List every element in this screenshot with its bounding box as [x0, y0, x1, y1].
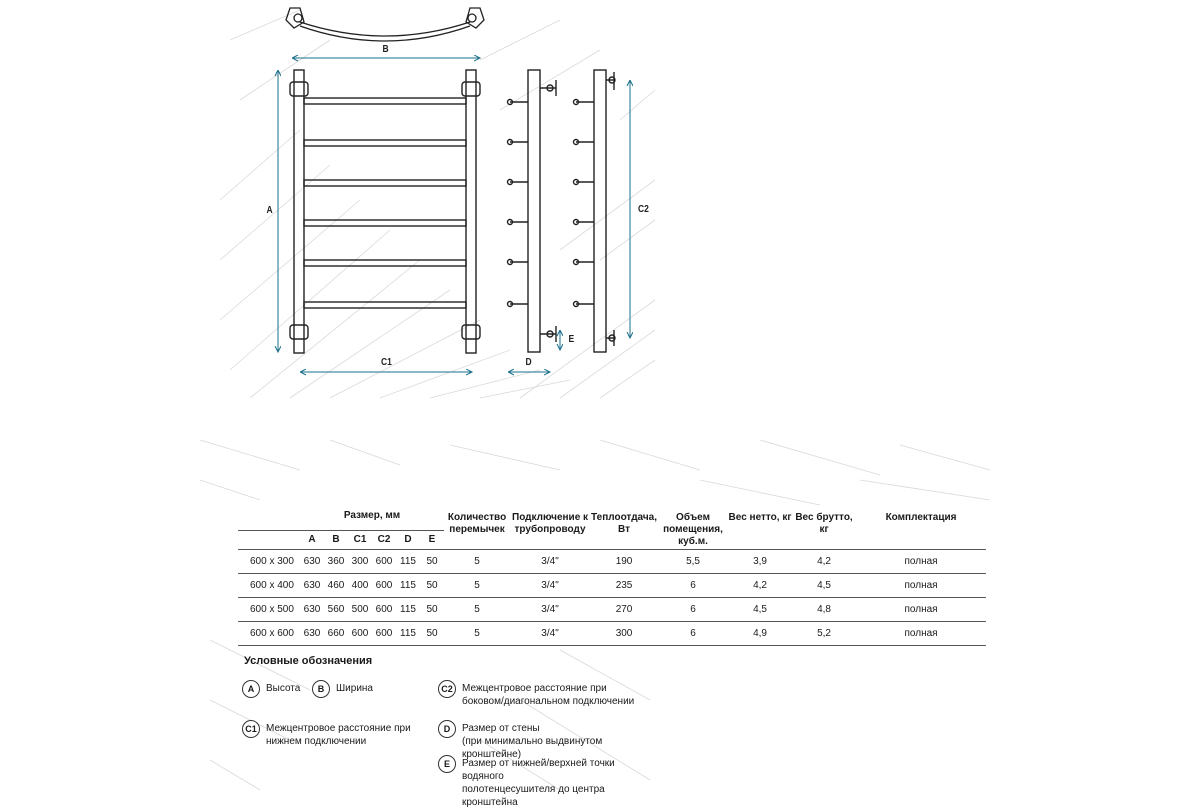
cell-c1: 300: [348, 550, 372, 574]
legend-text: [462, 680, 634, 708]
size-col-b: B: [324, 531, 348, 550]
cell-net: 4,2: [728, 574, 792, 598]
dim-label-c2: C2: [637, 204, 649, 215]
size-col-blank: [238, 531, 300, 550]
cell-gross: 4,2: [792, 550, 856, 574]
cell-kit: полная: [856, 574, 986, 598]
legend-text: Высота: [266, 683, 301, 694]
legend-text-line: Размер от нижней/верхней точки водяного: [462, 758, 615, 782]
header-gross-weight: Вес брутто, кг: [792, 510, 856, 550]
cell-net: 4,9: [728, 622, 792, 646]
cell-heat: 235: [590, 574, 658, 598]
legend-text-line: (при минимально выдвинутом кронштейне): [462, 736, 603, 760]
legend-text: [462, 755, 658, 809]
dim-label-a: A: [266, 205, 273, 216]
cell-size: 600 x 600: [238, 622, 300, 646]
size-col-c1: C1: [348, 531, 372, 550]
legend-badge: C1: [242, 720, 260, 738]
cell-volume: 6: [658, 574, 728, 598]
cell-bridges: 5: [444, 622, 510, 646]
legend-item-c2: [438, 680, 634, 708]
cell-d: 115: [396, 550, 420, 574]
legend-text-line: боковом/диагональном подключении: [462, 696, 635, 707]
top-view: [286, 8, 484, 41]
cell-c2: 600: [372, 622, 396, 646]
cell-size: 600 x 400: [238, 574, 300, 598]
cell-b: 360: [324, 550, 348, 574]
cell-d: 115: [396, 598, 420, 622]
header-kit: Комплектация: [856, 510, 986, 550]
cell-volume: 5,5: [658, 550, 728, 574]
cell-heat: 270: [590, 598, 658, 622]
cell-c2: 600: [372, 598, 396, 622]
legend-badge: E: [438, 755, 456, 773]
legend-text-line: нижнем подключении: [266, 736, 367, 747]
size-group-header: Размер, мм: [300, 510, 444, 531]
cell-gross: 4,5: [792, 574, 856, 598]
dim-label-d: D: [525, 357, 532, 368]
legend-badge: B: [312, 680, 330, 698]
cell-size: 600 x 500: [238, 598, 300, 622]
legend-text-line: Межцентровое расстояние при: [462, 683, 607, 694]
cell-d: 115: [396, 622, 420, 646]
legend-item-c1: [242, 720, 411, 748]
cell-a: 630: [300, 598, 324, 622]
legend-text-line: полотенцесушителя до центра кронштейна: [462, 784, 605, 808]
legend-badge: D: [438, 720, 456, 738]
spec-table: [238, 510, 986, 646]
cell-e: 50: [420, 622, 444, 646]
cell-a: 630: [300, 574, 324, 598]
cell-e: 50: [420, 598, 444, 622]
cell-size: 600 x 300: [238, 550, 300, 574]
cell-bridges: 5: [444, 550, 510, 574]
cell-gross: 5,2: [792, 622, 856, 646]
header-connection: Подключение к трубопроводу: [510, 510, 590, 550]
cell-connection: 3/4": [510, 598, 590, 622]
header-volume: Объем помещения, куб.м.: [658, 510, 728, 550]
cell-d: 115: [396, 574, 420, 598]
cell-bridges: 5: [444, 574, 510, 598]
cell-connection: 3/4": [510, 550, 590, 574]
cell-heat: 190: [590, 550, 658, 574]
header-heat: Теплоотдача, Вт: [590, 510, 658, 550]
legend-title: Условные обозначения: [244, 655, 373, 667]
legend-badge: A: [242, 680, 260, 698]
cell-heat: 300: [590, 622, 658, 646]
cell-kit: полная: [856, 598, 986, 622]
legend-text-line: Размер от стены: [462, 723, 540, 734]
table-row: [238, 550, 986, 574]
legend-text-line: Межцентровое расстояние при: [266, 723, 411, 734]
cell-kit: полная: [856, 622, 986, 646]
front-view: [290, 70, 480, 353]
cell-c1: 400: [348, 574, 372, 598]
size-col-e: E: [420, 531, 444, 550]
legend-item-e: [438, 755, 658, 809]
table-row: [238, 574, 986, 598]
header-net-weight: Вес нетто, кг: [728, 510, 792, 550]
table-corner: [238, 510, 300, 531]
cell-gross: 4,8: [792, 598, 856, 622]
dim-label-e: E: [568, 334, 575, 345]
cell-e: 50: [420, 550, 444, 574]
size-col-c2: C2: [372, 531, 396, 550]
cell-c1: 500: [348, 598, 372, 622]
dim-label-b: B: [382, 44, 389, 55]
legend-text: [266, 720, 411, 748]
cell-connection: 3/4": [510, 622, 590, 646]
legend-item-a: [242, 680, 300, 698]
cell-kit: полная: [856, 550, 986, 574]
cell-volume: 6: [658, 622, 728, 646]
cell-b: 460: [324, 574, 348, 598]
cell-net: 3,9: [728, 550, 792, 574]
table-row: [238, 622, 986, 646]
legend-badge: C2: [438, 680, 456, 698]
cell-connection: 3/4": [510, 574, 590, 598]
cell-b: 660: [324, 622, 348, 646]
table-row: [238, 598, 986, 622]
size-col-a: A: [300, 531, 324, 550]
cell-bridges: 5: [444, 598, 510, 622]
size-col-d: D: [396, 531, 420, 550]
legend: [238, 655, 658, 808]
cell-c2: 600: [372, 550, 396, 574]
cell-volume: 6: [658, 598, 728, 622]
legend-text: Ширина: [336, 683, 373, 694]
cell-net: 4,5: [728, 598, 792, 622]
cell-b: 560: [324, 598, 348, 622]
side-view-2: [574, 70, 616, 352]
cell-c2: 600: [372, 574, 396, 598]
legend-item-b: [312, 680, 373, 698]
cell-a: 630: [300, 550, 324, 574]
cell-a: 630: [300, 622, 324, 646]
side-view-1: [508, 70, 557, 352]
cell-c1: 600: [348, 622, 372, 646]
header-bridges: Количество перемычек: [444, 510, 510, 550]
cell-e: 50: [420, 574, 444, 598]
dim-label-c1: C1: [380, 357, 392, 368]
